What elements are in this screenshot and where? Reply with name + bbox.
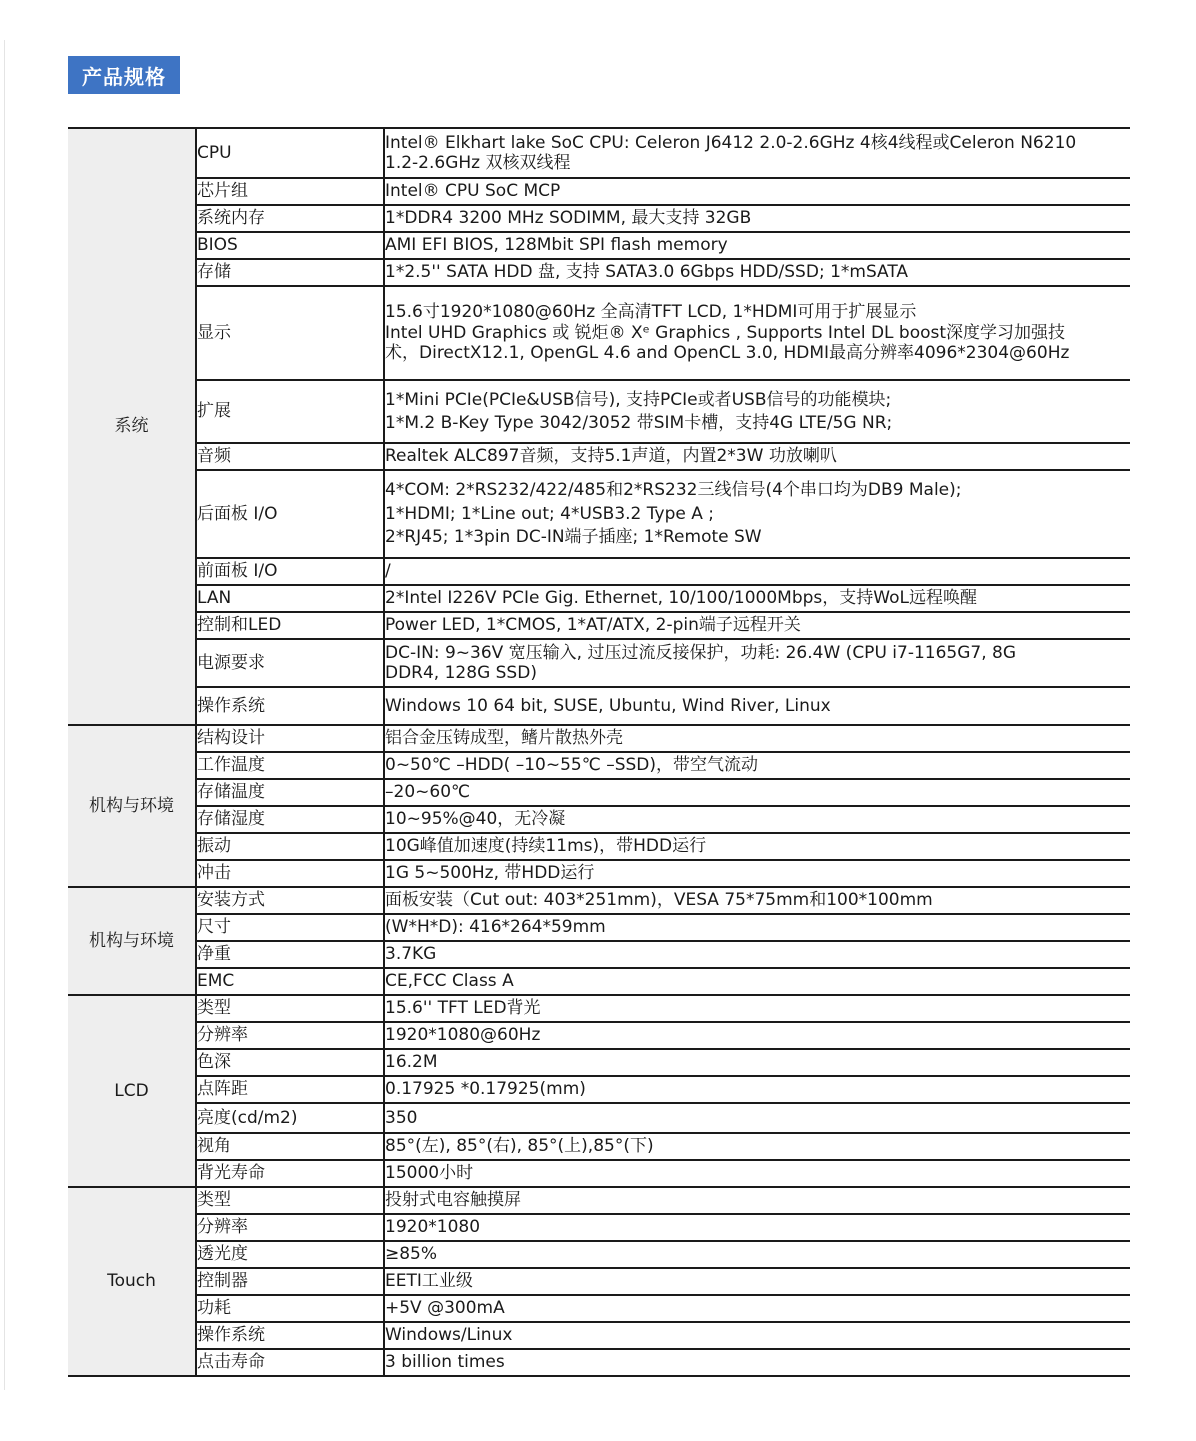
spec-value-cell (384, 995, 1130, 1022)
spec-value-cell (384, 1295, 1130, 1322)
spec-value-cell (384, 558, 1130, 585)
spec-row (68, 128, 1130, 178)
spec-table (68, 127, 1130, 1377)
category-cell: Touch (68, 1187, 196, 1376)
spec-row (68, 995, 1130, 1022)
category-cell: 机构与环境 (68, 887, 196, 995)
spec-row (68, 687, 1130, 725)
spec-name-cell: 操作系统 (196, 1322, 384, 1349)
spec-value-line: 0.17925 *0.17925(mm) (385, 1079, 586, 1100)
spec-value-line: 1*M.2 B-Key Type 3042/3052 带SIM卡槽，支持4G LTE/5G NR; (385, 413, 893, 433)
spec-value-cell (384, 1022, 1130, 1049)
spec-name-cell: 结构设计 (196, 725, 384, 752)
spec-row (68, 833, 1130, 860)
spec-name-cell: 分辨率 (196, 1022, 384, 1049)
spec-value-line: 2*RJ45; 1*3pin DC-IN端子插座; 1*Remote SW (385, 527, 762, 548)
spec-value-cell (384, 443, 1130, 470)
spec-row (68, 232, 1130, 259)
spec-name-cell: CPU (196, 128, 384, 178)
spec-row (68, 752, 1130, 779)
spec-name-cell: 尺寸 (196, 914, 384, 941)
spec-value-line: 1*2.5'' SATA HDD 盘, 支持 SATA3.0 6Gbps HDD/SSD; 1*mSATA (385, 262, 909, 283)
spec-row (68, 941, 1130, 968)
spec-value-line: DDR4, 128G SSD) (385, 663, 537, 683)
spec-name-cell: 视角 (196, 1133, 384, 1160)
spec-value-cell (384, 914, 1130, 941)
spec-value-line: Power LED, 1*CMOS, 1*AT/ATX, 2-pin端子远程开关 (385, 615, 801, 636)
spec-name-cell: 冲击 (196, 860, 384, 887)
spec-value-line: 0~50℃ –HDD( –10~55℃ –SSD)，带空气流动 (385, 755, 758, 776)
spec-value-cell (384, 779, 1130, 806)
page-edge-line (4, 40, 5, 1390)
spec-name-cell: 操作系统 (196, 687, 384, 725)
spec-row (68, 612, 1130, 639)
spec-value-cell (384, 725, 1130, 752)
spec-value-line: 面板安装（Cut out: 403*251mm)，VESA 75*75mm和100*100mm (385, 890, 933, 911)
spec-value-line: (W*H*D): 416*264*59mm (385, 917, 606, 938)
spec-value-line: Intel UHD Graphics 或 锐炬® Xᵉ Graphics , Supports Intel DL boost深度学习加强技 (385, 322, 1066, 343)
spec-value-cell (384, 1322, 1130, 1349)
spec-row (68, 725, 1130, 752)
spec-value-cell (384, 1349, 1130, 1376)
spec-value-cell (384, 1103, 1130, 1133)
spec-row (68, 205, 1130, 232)
spec-row (68, 1268, 1130, 1295)
spec-name-cell: 透光度 (196, 1241, 384, 1268)
spec-row (68, 1160, 1130, 1187)
spec-value-cell (384, 639, 1130, 687)
spec-row (68, 1103, 1130, 1133)
spec-row (68, 806, 1130, 833)
spec-row (68, 779, 1130, 806)
spec-row (68, 585, 1130, 612)
spec-value-line: 15000小时 (385, 1163, 474, 1184)
category-cell: 机构与环境 (68, 725, 196, 887)
spec-name-cell: 工作温度 (196, 752, 384, 779)
spec-value-line: 16.2M (385, 1052, 438, 1073)
spec-value-cell (384, 470, 1130, 558)
spec-value-cell (384, 1076, 1130, 1103)
spec-value-cell (384, 1214, 1130, 1241)
spec-value-cell (384, 178, 1130, 205)
spec-row (68, 1349, 1130, 1376)
spec-value-cell (384, 687, 1130, 725)
spec-value-line: Windows 10 64 bit, SUSE, Ubuntu, Wind River, Linux (385, 695, 831, 716)
spec-value-cell (384, 585, 1130, 612)
spec-row (68, 1322, 1130, 1349)
spec-row (68, 1049, 1130, 1076)
spec-value-line: / (385, 561, 391, 582)
spec-name-cell: 扩展 (196, 380, 384, 443)
spec-row (68, 178, 1130, 205)
spec-value-line: DC-IN: 9~36V 宽压输入, 过压过流反接保护，功耗: 26.4W (CPU i7-1165G7, 8G (385, 642, 1017, 663)
spec-value-cell (384, 1160, 1130, 1187)
spec-name-cell: 芯片组 (196, 178, 384, 205)
spec-name-cell: 存储湿度 (196, 806, 384, 833)
spec-name-cell: 存储温度 (196, 779, 384, 806)
spec-row (68, 860, 1130, 887)
spec-value-line: 1920*1080@60Hz (385, 1025, 541, 1046)
spec-name-cell: 类型 (196, 995, 384, 1022)
spec-value-line: Windows/Linux (385, 1325, 513, 1346)
spec-value-cell (384, 1187, 1130, 1214)
spec-value-line: 1*DDR4 3200 MHz SODIMM, 最大支持 32GB (385, 208, 752, 229)
spec-row (68, 639, 1130, 687)
spec-value-line: Intel® Elkhart lake SoC CPU: Celeron J6412 2.0-2.6GHz 4核4线程或Celeron N6210 (385, 132, 1077, 153)
spec-name-cell: 后面板 I/O (196, 470, 384, 558)
spec-value-line: –20~60℃ (385, 782, 471, 803)
spec-value-line: Realtek ALC897音频，支持5.1声道，内置2*3W 功放喇叭 (385, 446, 837, 467)
spec-value-cell (384, 380, 1130, 443)
spec-value-line: 铝合金压铸成型，鳍片散热外壳 (385, 728, 623, 749)
spec-row (68, 1133, 1130, 1160)
spec-row (68, 887, 1130, 914)
spec-row (68, 558, 1130, 585)
spec-row (68, 380, 1130, 443)
spec-name-cell: 功耗 (196, 1295, 384, 1322)
spec-row (68, 470, 1130, 558)
spec-value-line: AMI EFI BIOS, 128Mbit SPI flash memory (385, 235, 728, 256)
spec-row (68, 1187, 1130, 1214)
spec-value-line: 术，DirectX12.1, OpenGL 4.6 and OpenCL 3.0, HDMI最高分辨率4096*2304@60Hz (385, 343, 1070, 364)
spec-value-cell (384, 968, 1130, 995)
spec-value-cell (384, 806, 1130, 833)
category-cell: 系统 (68, 128, 196, 725)
spec-value-cell (384, 941, 1130, 968)
spec-name-cell: 电源要求 (196, 639, 384, 687)
spec-name-cell: 类型 (196, 1187, 384, 1214)
spec-name-cell: 控制和LED (196, 612, 384, 639)
spec-value-line: 3 billion times (385, 1352, 505, 1373)
spec-value-line: 1G 5~500Hz, 带HDD运行 (385, 863, 595, 884)
spec-value-line: 3.7KG (385, 944, 437, 965)
spec-value-cell (384, 1133, 1130, 1160)
spec-row (68, 914, 1130, 941)
spec-name-cell: 安装方式 (196, 887, 384, 914)
spec-value-line: 2*Intel I226V PCIe Gig. Ethernet, 10/100/1000Mbps，支持WoL远程唤醒 (385, 588, 977, 609)
spec-name-cell: 色深 (196, 1049, 384, 1076)
spec-value-line: 4*COM: 2*RS232/422/485和2*RS232三线信号(4个串口均为DB9 Male); (385, 480, 962, 501)
spec-name-cell: 振动 (196, 833, 384, 860)
spec-name-cell: 控制器 (196, 1268, 384, 1295)
spec-value-line: 1.2-2.6GHz 双核双线程 (385, 153, 571, 173)
spec-row (68, 286, 1130, 380)
spec-value-cell (384, 1049, 1130, 1076)
spec-value-line: 1920*1080 (385, 1217, 481, 1238)
spec-value-cell (384, 1241, 1130, 1268)
spec-name-cell: LAN (196, 585, 384, 612)
spec-value-cell (384, 833, 1130, 860)
spec-name-cell: 亮度(cd/m2) (196, 1103, 384, 1133)
spec-name-cell: 净重 (196, 941, 384, 968)
spec-value-line: 1*Mini PCIe(PCIe&USB信号), 支持PCIe或者USB信号的功能模块; (385, 389, 892, 410)
spec-value-cell (384, 752, 1130, 779)
spec-value-line: 15.6'' TFT LED背光 (385, 998, 541, 1019)
spec-value-line: 15.6寸1920*1080@60Hz 全高清TFT LCD, 1*HDMI可用于扩展显示 (385, 302, 917, 323)
spec-value-line: +5V @300mA (385, 1298, 505, 1319)
spec-table-body (68, 128, 1130, 1376)
spec-value-cell (384, 612, 1130, 639)
spec-value-line: 10~95%@40，无冷凝 (385, 809, 566, 830)
spec-row (68, 968, 1130, 995)
spec-value-line: 85°(左), 85°(右), 85°(上),85°(下) (385, 1136, 654, 1157)
spec-name-cell: 系统内存 (196, 205, 384, 232)
spec-name-cell: EMC (196, 968, 384, 995)
spec-value-cell (384, 232, 1130, 259)
spec-value-cell (384, 860, 1130, 887)
spec-row (68, 1214, 1130, 1241)
spec-value-cell (384, 205, 1130, 232)
spec-value-cell (384, 1268, 1130, 1295)
spec-name-cell: 存储 (196, 259, 384, 286)
spec-row (68, 259, 1130, 286)
spec-name-cell: 点击寿命 (196, 1349, 384, 1376)
spec-value-line: 350 (385, 1107, 418, 1128)
spec-name-cell: BIOS (196, 232, 384, 259)
spec-value-line: 1*HDMI; 1*Line out; 4*USB3.2 Type A ; (385, 503, 714, 524)
spec-row (68, 1241, 1130, 1268)
spec-value-line: Intel® CPU SoC MCP (385, 181, 561, 202)
spec-name-cell: 点阵距 (196, 1076, 384, 1103)
spec-name-cell: 音频 (196, 443, 384, 470)
spec-value-cell (384, 128, 1130, 178)
spec-value-line: ≥85% (385, 1244, 438, 1265)
spec-value-line: CE,FCC Class A (385, 971, 514, 992)
spec-row (68, 443, 1130, 470)
spec-value-line: EETI工业级 (385, 1271, 473, 1292)
spec-value-cell (384, 259, 1130, 286)
section-title-badge: 产品规格 (68, 56, 180, 94)
category-cell: LCD (68, 995, 196, 1187)
spec-row (68, 1022, 1130, 1049)
spec-name-cell: 显示 (196, 286, 384, 380)
spec-row (68, 1295, 1130, 1322)
spec-value-cell (384, 887, 1130, 914)
spec-value-line: 投射式电容触摸屏 (385, 1190, 521, 1211)
spec-row (68, 1076, 1130, 1103)
spec-name-cell: 背光寿命 (196, 1160, 384, 1187)
spec-name-cell: 分辨率 (196, 1214, 384, 1241)
spec-value-cell (384, 286, 1130, 380)
spec-name-cell: 前面板 I/O (196, 558, 384, 585)
spec-value-line: 10G峰值加速度(持续11ms)，带HDD运行 (385, 836, 707, 857)
